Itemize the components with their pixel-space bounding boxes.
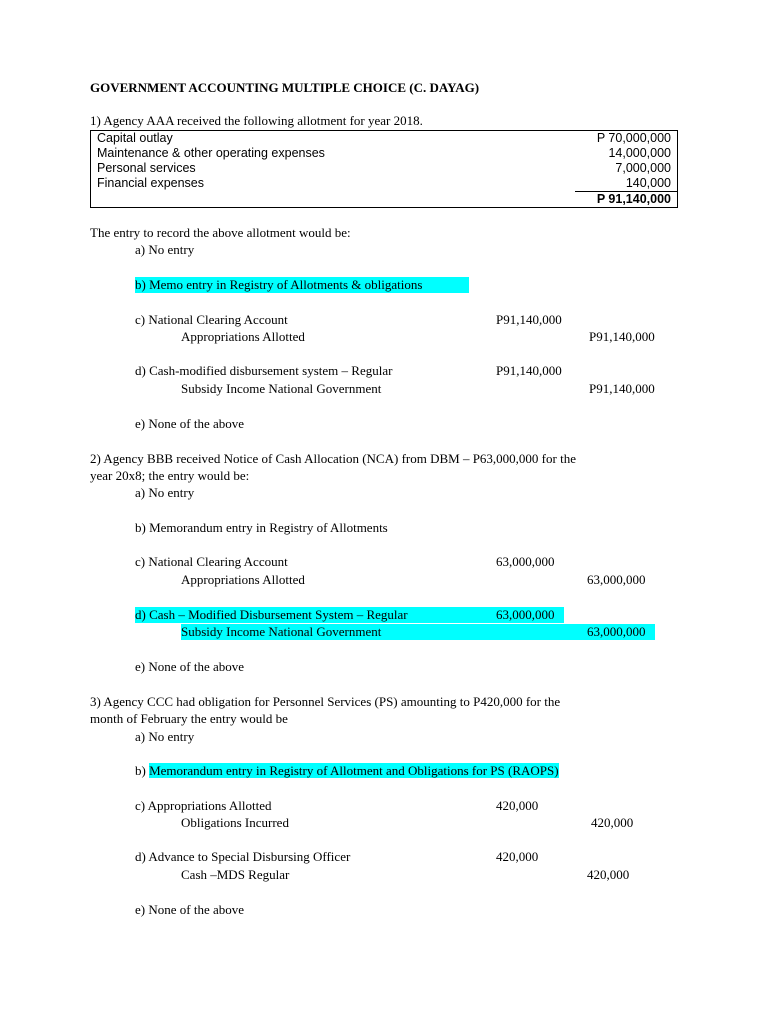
q3-option-d-credit: Cash –MDS Regular bbox=[181, 867, 290, 882]
q1-option-a: a) No entry bbox=[135, 242, 195, 257]
q2-option-b: b) Memorandum entry in Registry of Allotments bbox=[135, 520, 388, 535]
q2-question-line1: 2) Agency BBB received Notice of Cash Allocation (NCA) from DBM – P63,000,000 for the bbox=[90, 451, 576, 466]
total-row bbox=[91, 192, 678, 208]
row-label: Capital outlay bbox=[97, 131, 173, 145]
q3-option-e: e) None of the above bbox=[135, 902, 245, 917]
q3-option-d-credit-amount: 420,000 bbox=[587, 867, 630, 882]
q1-option-d-credit: Subsidy Income National Government bbox=[181, 381, 382, 396]
row-amount: P 70,000,000 bbox=[596, 131, 671, 145]
q2-option-d-debit: d) Cash – Modified Disbursement System – Regular bbox=[135, 607, 408, 622]
q2-option-a: a) No entry bbox=[135, 485, 195, 500]
table-row bbox=[91, 146, 678, 161]
allotment-table bbox=[90, 130, 678, 208]
q3-option-c-credit-amount: 420,000 bbox=[591, 815, 634, 830]
q2-option-d-credit-amount: 63,000,000 bbox=[587, 624, 646, 639]
q3-option-c-credit: Obligations Incurred bbox=[181, 815, 289, 830]
q1-option-d-debit: d) Cash-modified disbursement system – Regular bbox=[135, 363, 393, 378]
q2-option-d-debit-highlighted bbox=[135, 607, 564, 623]
q3-option-c-debit-amount: 420,000 bbox=[496, 798, 539, 813]
q3-option-d-debit: d) Advance to Special Disbursing Officer bbox=[135, 849, 351, 864]
q1-option-e: e) None of the above bbox=[135, 416, 245, 431]
row-label: Maintenance & other operating expenses bbox=[97, 146, 325, 160]
q2-option-e: e) None of the above bbox=[135, 659, 245, 674]
q2-question-line2: year 20x8; the entry would be: bbox=[90, 468, 250, 483]
q2-option-d-credit: Subsidy Income National Government bbox=[181, 624, 382, 639]
q2-option-c-debit-amount: 63,000,000 bbox=[496, 554, 555, 569]
q3-option-c-debit: c) Appropriations Allotted bbox=[135, 798, 272, 813]
q2-option-d-credit-highlighted bbox=[181, 624, 655, 640]
q1-option-c-credit: Appropriations Allotted bbox=[181, 329, 305, 344]
q1-option-b-highlighted: b) Memo entry in Registry of Allotments & obligations bbox=[135, 277, 469, 293]
q1-option-c-debit: c) National Clearing Account bbox=[135, 312, 288, 327]
row-amount: 7,000,000 bbox=[615, 161, 671, 175]
q1-question: 1) Agency AAA received the following allotment for year 2018. bbox=[90, 113, 423, 128]
q3-option-a: a) No entry bbox=[135, 729, 195, 744]
q2-option-c-debit: c) National Clearing Account bbox=[135, 554, 288, 569]
q3-question-line1: 3) Agency CCC had obligation for Personnel Services (PS) amounting to P420,000 for the bbox=[90, 694, 561, 709]
q3-option-b-highlighted: Memorandum entry in Registry of Allotment and Obligations for PS (RAOPS) bbox=[149, 763, 559, 778]
q2-option-c-credit: Appropriations Allotted bbox=[181, 572, 305, 587]
q1-option-d-debit-amount: P91,140,000 bbox=[496, 363, 562, 378]
row-label: Personal services bbox=[97, 161, 196, 175]
q1-prompt: The entry to record the above allotment would be: bbox=[90, 225, 351, 240]
q3-option-b bbox=[135, 763, 559, 779]
q2-option-c-credit-amount: 63,000,000 bbox=[587, 572, 646, 587]
table-row bbox=[91, 176, 678, 192]
q1-option-d-credit-amount: P91,140,000 bbox=[589, 381, 655, 396]
q1-option-c-debit-amount: P91,140,000 bbox=[496, 312, 562, 327]
q2-option-d-debit-amount: 63,000,000 bbox=[496, 607, 555, 622]
q3-option-b-prefix: b) bbox=[135, 763, 146, 778]
row-label: Financial expenses bbox=[97, 176, 205, 191]
q1-option-c-credit-amount: P91,140,000 bbox=[589, 329, 655, 344]
table-row bbox=[91, 161, 678, 176]
row-amount: 14,000,000 bbox=[608, 146, 671, 160]
total-amount: P 91,140,000 bbox=[575, 192, 678, 208]
row-amount: 140,000 bbox=[625, 176, 671, 190]
document-title: GOVERNMENT ACCOUNTING MULTIPLE CHOICE (C. DAYAG) bbox=[90, 80, 480, 95]
table-row bbox=[91, 131, 678, 147]
q3-option-d-debit-amount: 420,000 bbox=[496, 849, 539, 864]
q3-question-line2: month of February the entry would be bbox=[90, 711, 288, 726]
